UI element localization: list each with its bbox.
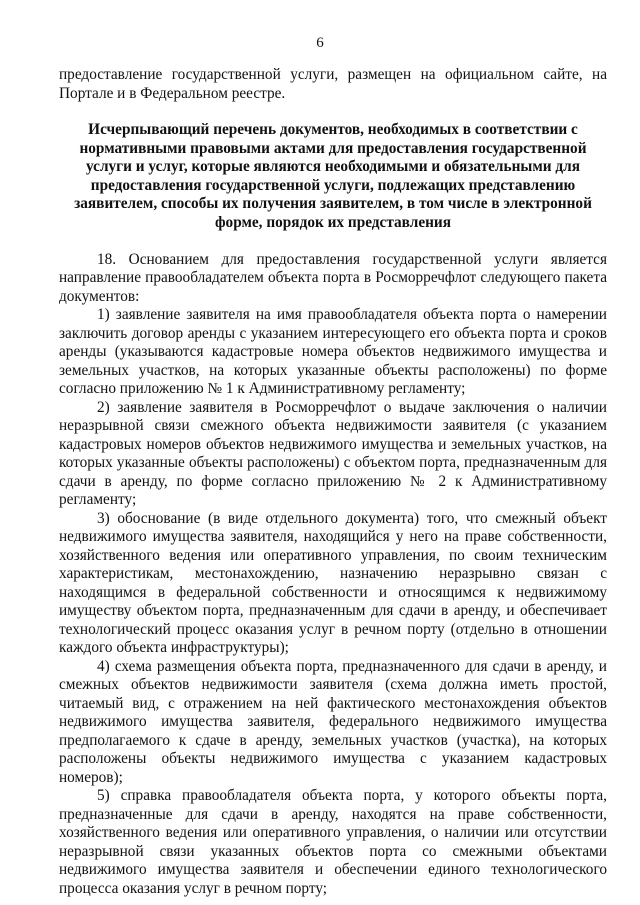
list-item-3: 3) обоснование (в виде отдельного документа) того, что смежный объект недвижимого имущества заявителя, находящийся у него на праве собственности, хозяйственного ведения или оперативного управления, по своим техническим характеристикам, местонахождению, назначению неразрывно связан с находящимся в федеральной собственности и относящимся к недвижимому имуществу объектом порта, предназначенным для сдачи в аренду, и обеспечивает технологический процесс оказания услуг в речном порту (отдельно в отношении каждого объекта инфраструктуры); xyxy=(59,509,607,657)
paragraph-18: 18. Основанием для предоставления государственной услуги является направление правообладателем объекта порта в Росморречфлот следующего пакета документов: xyxy=(59,250,607,305)
intro-paragraph: предоставление государственной услуги, размещен на официальном сайте, на Портале и в Федеральном реестре. xyxy=(59,66,607,102)
list-item-2: 2) заявление заявителя в Росморречфлот о выдаче заключения о наличии неразрывной связи смежного объекта недвижимости заявителя (с указанием кадастровых номеров объектов недвижимого имущества и земельных участков, на которых указанные объекты расположены) с объектом порта, предназначенным для сдачи в аренду, по форме согласно приложению № 2 к Административному регламенту; xyxy=(59,398,607,509)
list-item-5: 5) справка правообладателя объекта порта, у которого объекты порта, предназначенные для сдачи в аренду, находятся на праве собственности, хозяйственного ведения или оперативного управления, о наличии или отсутствии неразрывной связи указанных объектов порта со смежными объектами недвижимого имущества заявителя и обеспечении единого технологического процесса оказания услуг в речном порту; xyxy=(59,787,607,897)
list-item-1: 1) заявление заявителя на имя правообладателя объекта порта о намерении заключить договор аренды с указанием интересующего его объекта порта и сроков аренды (указываются кадастровые номера объектов недвижимого имущества и земельных участков, на которых указанные объекты расположены) по форме согласно приложению № 1 к Административному регламенту; xyxy=(59,306,607,398)
document-body xyxy=(59,66,607,898)
page-number: 6 xyxy=(316,35,324,51)
list-item-4: 4) схема размещения объекта порта, предназначенного для сдачи в аренду, и смежных объектов недвижимости заявителя (схема должна иметь простой, читаемый вид, с отражением на ней фактического местонахождения объектов недвижимого имущества заявителя, федерального недвижимого имущества предполагаемого к сдаче в аренду, земельных участков (участка), на которых расположены объекты недвижимого имущества с указанием кадастровых номеров); xyxy=(59,657,607,786)
section-heading: Исчерпывающий перечень документов, необходимых в соответствии с нормативными правовыми актами для предоставления государственной услуги и услуг, которые являются необходимыми и обязательными для предоставления государственной услуги, подлежащих представлению заявителем, способы их получения заявителем, в том числе в электронной форме, порядок их представления xyxy=(74,121,592,231)
